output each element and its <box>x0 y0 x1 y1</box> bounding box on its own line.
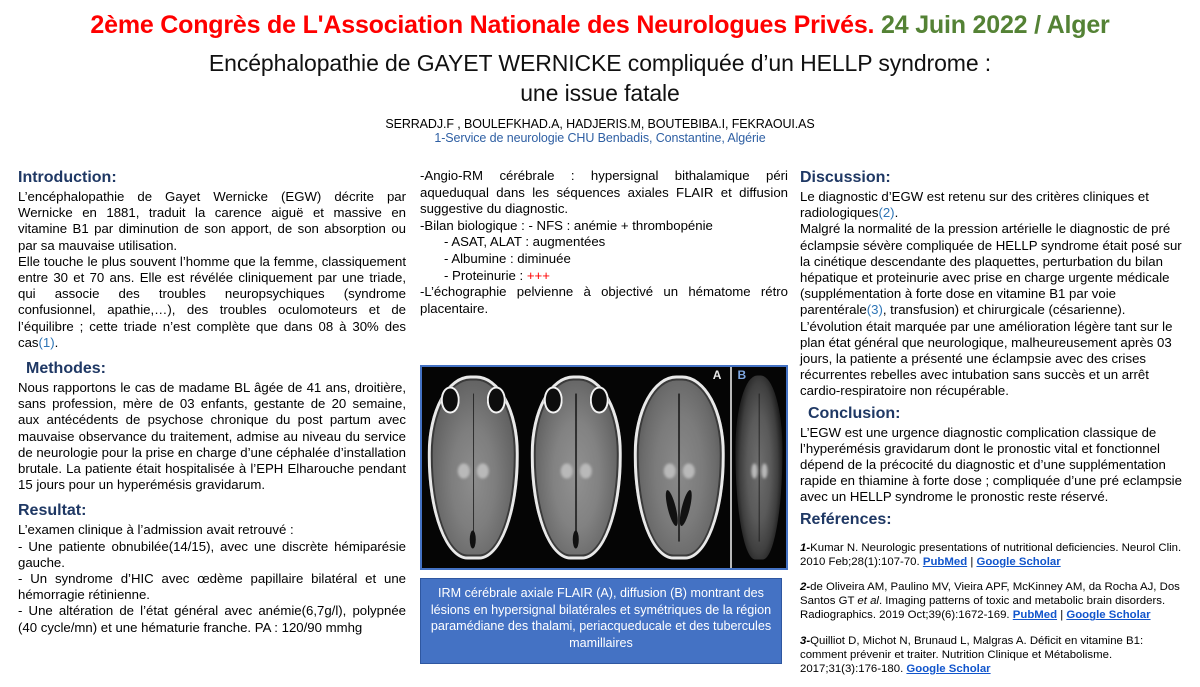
congress-line <box>0 10 1200 40</box>
thalamus-right-lesion <box>477 464 489 479</box>
brain-outline-icon <box>736 375 783 560</box>
section-conclusion <box>800 404 1192 506</box>
result-item-3: - Une altération de l’état général avec anémie(6,7g/l), polypnée (40 cycle/mn) et une hématurie franche. PA : 120/90 mmhg <box>18 603 406 635</box>
introduction-paragraph-2-text: Elle touche le plus souvent l’homme que la femme, classiquement entre 30 et 70 ans. Elle est révélée cliniquement par une triade, qui associe des troubles neuropsychiques (syndrome confusionnel, apathie,…), des troubles oculomoteurs et de l’équilibre ; cette triade n’est complète que dans 08 à 30% des cas <box>18 253 406 350</box>
section-references <box>800 510 1192 676</box>
column-middle <box>420 168 788 317</box>
result-item-2: - Un syndrome d’HIC avec œdème papillaire bilatéral et une hémorragie rétinienne. <box>18 571 406 603</box>
discussion-paragraph-1 <box>800 189 1192 221</box>
orbit-right-icon <box>590 386 609 414</box>
reference-text: Kumar N. Neurologic presentations of nutritional deficiencies. Neurol Clin. 2010 Feb;28(1):107-70. <box>800 542 1182 569</box>
mri-slice-flair-2 <box>525 367 628 568</box>
bilan-item-albumine <box>420 251 788 268</box>
bilan-item-label <box>420 268 788 285</box>
result-intro: L’examen clinique à l’admission avait retrouvé : <box>18 522 294 538</box>
orbit-left-icon <box>441 386 460 414</box>
angio-rm-paragraph: -Angio-RM cérébrale : hypersignal bithalamique péri aqueduqual dans les séquences axiales FLAIR et diffusion suggestive du diagnostic. <box>420 168 788 217</box>
panel-label-b: B <box>737 368 747 382</box>
section-result <box>18 501 406 635</box>
panel-label-a: A <box>712 368 722 382</box>
thalamus-left-lesion <box>561 464 573 479</box>
introduction-heading: Introduction: <box>18 169 117 186</box>
reference-number: 2- <box>800 581 811 594</box>
discussion-paragraph-2-text: Malgré la normalité de la pression artérielle le diagnostic de pré éclampsie sévère compliquée de HELLP syndrome était posé sur la cinétique descendante des plaquettes, perturbation du bilan hépatique et proteinurie avec prise en charge urgente médicale (supplémentation à forte dose en vitamine B1 par voie parentérale <box>800 221 1182 318</box>
thalamus-right-lesion <box>761 464 767 479</box>
ventricle-right-icon <box>677 489 694 527</box>
mri-slice-diffusion <box>730 367 786 568</box>
google-scholar-link[interactable]: Google Scholar <box>1066 609 1151 622</box>
bilan-item-label: - Albumine : diminuée <box>444 250 571 266</box>
reference-separator: | <box>967 556 977 569</box>
page-title-line1: Encéphalopathie de GAYET WERNICKE compliquée d’un HELLP syndrome : <box>208 50 992 76</box>
reference-number: 1- <box>800 542 811 555</box>
methods-heading: Methodes: <box>26 360 106 378</box>
reference-item <box>800 580 1192 622</box>
introduction-paragraph-1: L’encéphalopathie de Gayet Wernicke (EGW) décrite par Wernicke en 1881, traduit la carence aiguë et massive en vitamine B1 par diminution de son apport, de son absorption ou par sa mauvaise utilisation. <box>18 189 406 253</box>
congress-name: 2ème Congrès de L'Association Nationale des Neurologues Privés <box>90 11 868 39</box>
brain-outline-icon <box>428 375 518 560</box>
reference-text: Quilliot D, Michot N, Brunaud L, Malgras A. Déficit en vitamine B1: comment prévenir et traiter. Nutrition Clinique et Métabolisme. 2017;31(3):176-180. <box>800 634 1144 675</box>
mri-slice-flair-1 <box>422 367 525 568</box>
bilan-item-text: - Proteinurie : <box>444 267 527 283</box>
discussion-paragraph-1-text: Le diagnostic d’EGW est retenu sur des critères cliniques et radiologiques <box>800 189 1149 221</box>
poster-header <box>0 0 1200 146</box>
pubmed-link[interactable]: PubMed <box>922 556 968 569</box>
reference-text: de Oliveira AM, Paulino MV, Vieira APF, McKinney AM, da Rocha AJ, Dos Santos GT <box>800 581 1180 608</box>
ventricle-occipital-icon <box>470 530 476 548</box>
orbit-right-icon <box>487 386 506 414</box>
discussion-paragraph-2 <box>800 221 1192 318</box>
congress-date: 24 Juin 2022 / Alger <box>881 11 1110 39</box>
section-introduction <box>18 168 406 351</box>
congress-separator: . <box>867 11 875 39</box>
citation-ref-2[interactable]: (2) <box>878 205 895 221</box>
discussion-paragraph-1-tail: . <box>894 205 899 221</box>
reference-text-2: . Imaging patterns of toxic and metabolic brain disorders. Radiographics. 2019 Oct;39(6):1672-169. <box>800 595 1166 622</box>
figure-caption: IRM cérébrale axiale FLAIR (A), diffusion (B) montrant des lésions en hypersignal bilatérales et symétriques de la région paramédiane des thalami, periacqueducale et des tubercules mamillaires <box>420 578 782 664</box>
ventricle-occipital-icon <box>573 530 579 548</box>
midline-icon <box>473 394 475 542</box>
discussion-paragraph-2-tail: , transfusion) et chirurgicale (césarienne). <box>882 302 1126 318</box>
page-title-line2: une issue fatale <box>520 80 680 106</box>
google-scholar-link[interactable]: Google Scholar <box>906 662 991 675</box>
reference-separator: | <box>1057 609 1067 622</box>
citation-ref-3[interactable]: (3) <box>866 302 883 318</box>
methods-paragraph-1: Nous rapportons le cas de madame BL âgée de 41 ans, droitière, sans profession, mère de 03 enfants, gestante de 20 semaine, aux antécédents de psychose chronique du post partum avec mauvaise observance du traitement, admise au niveau du service de neurologie pour la prise en charge d’une céphalée d’installation brutale. La patiente était hospitalisée à l’EPH Elharouche pendant 15 jours pour un hyperémésis gravidarum. <box>18 380 406 493</box>
mri-figure <box>420 365 788 664</box>
references-heading: Reférences: <box>800 510 892 528</box>
mri-slice-flair-3 <box>628 367 731 568</box>
mri-image <box>420 365 788 570</box>
column-left <box>18 168 406 644</box>
section-methods <box>18 359 406 493</box>
discussion-heading: Discussion: <box>800 169 891 186</box>
thalamus-left-lesion <box>751 464 757 479</box>
citation-ref-1[interactable]: (1) <box>38 334 55 350</box>
section-discussion <box>800 168 1192 400</box>
introduction-paragraph-2 <box>18 254 406 351</box>
proteinurie-value: +++ <box>526 267 550 283</box>
discussion-paragraph-3: L’évolution était marquée par une amélioration légère tant sur le plan état général que neurologique, malheureusement après 03 jours, la patiente a présenté une éclampsie avec des crises récurrentes rebelles avec intubation sans succès et un arrêt cardio-respiratoire non récupérable. <box>800 318 1173 399</box>
brain-outline-icon <box>531 375 621 560</box>
orbit-left-icon <box>544 386 563 414</box>
conclusion-text: L’EGW est une urgence diagnostic complication classique de l’hyperémésis gravidarum dont le pronostic vital et fonctionnel dépend de la précocité du diagnostic et d’une supplémentation rapide en thiamine à forte dose ; compliquée d’une pré eclampsie avec un HELLP syndrome le pronostic reste réservé. <box>800 424 1182 505</box>
result-heading: Resultat: <box>18 502 87 520</box>
result-item-1: - Une patiente obnubilée(14/15), avec une discrète hémiparésie gauche. <box>18 538 406 570</box>
midline-icon <box>575 394 577 542</box>
reference-item <box>800 634 1192 676</box>
reference-etal: et al <box>857 595 879 608</box>
reference-number: 3- <box>800 634 811 647</box>
bilan-item-label: - ASAT, ALAT : augmentées <box>444 234 606 250</box>
pubmed-link[interactable]: PubMed <box>1012 609 1058 622</box>
echographie-paragraph: -L’échographie pelvienne à objectivé un hématome rétro placentaire. <box>420 284 788 316</box>
bilan-item-proteinurie <box>420 268 788 285</box>
bilan-biologique-header: -Bilan biologique : - NFS : anémie + thrombopénie <box>420 217 713 233</box>
conclusion-heading: Conclusion: <box>808 404 901 422</box>
thalamus-left-lesion <box>458 464 470 479</box>
google-scholar-link[interactable]: Google Scholar <box>976 556 1061 569</box>
brain-outline-icon <box>634 375 724 560</box>
page-title <box>0 48 1200 108</box>
thalamus-right-lesion <box>580 464 592 479</box>
thalamus-left-lesion <box>664 464 676 479</box>
column-right <box>800 168 1192 687</box>
bilan-item-asat-alat <box>420 234 788 251</box>
affiliation-line: 1-Service de neurologie CHU Benbadis, Constantine, Algérie <box>434 131 766 145</box>
reference-item <box>800 541 1192 569</box>
author-list: SERRADJ.F , BOULEFKHAD.A, HADJERIS.M, BOUTEBIBA.I, FEKRAOUI.AS <box>385 117 815 131</box>
midline-icon <box>758 394 760 542</box>
introduction-paragraph-2-tail: . <box>54 334 59 350</box>
thalamus-right-lesion <box>683 464 695 479</box>
